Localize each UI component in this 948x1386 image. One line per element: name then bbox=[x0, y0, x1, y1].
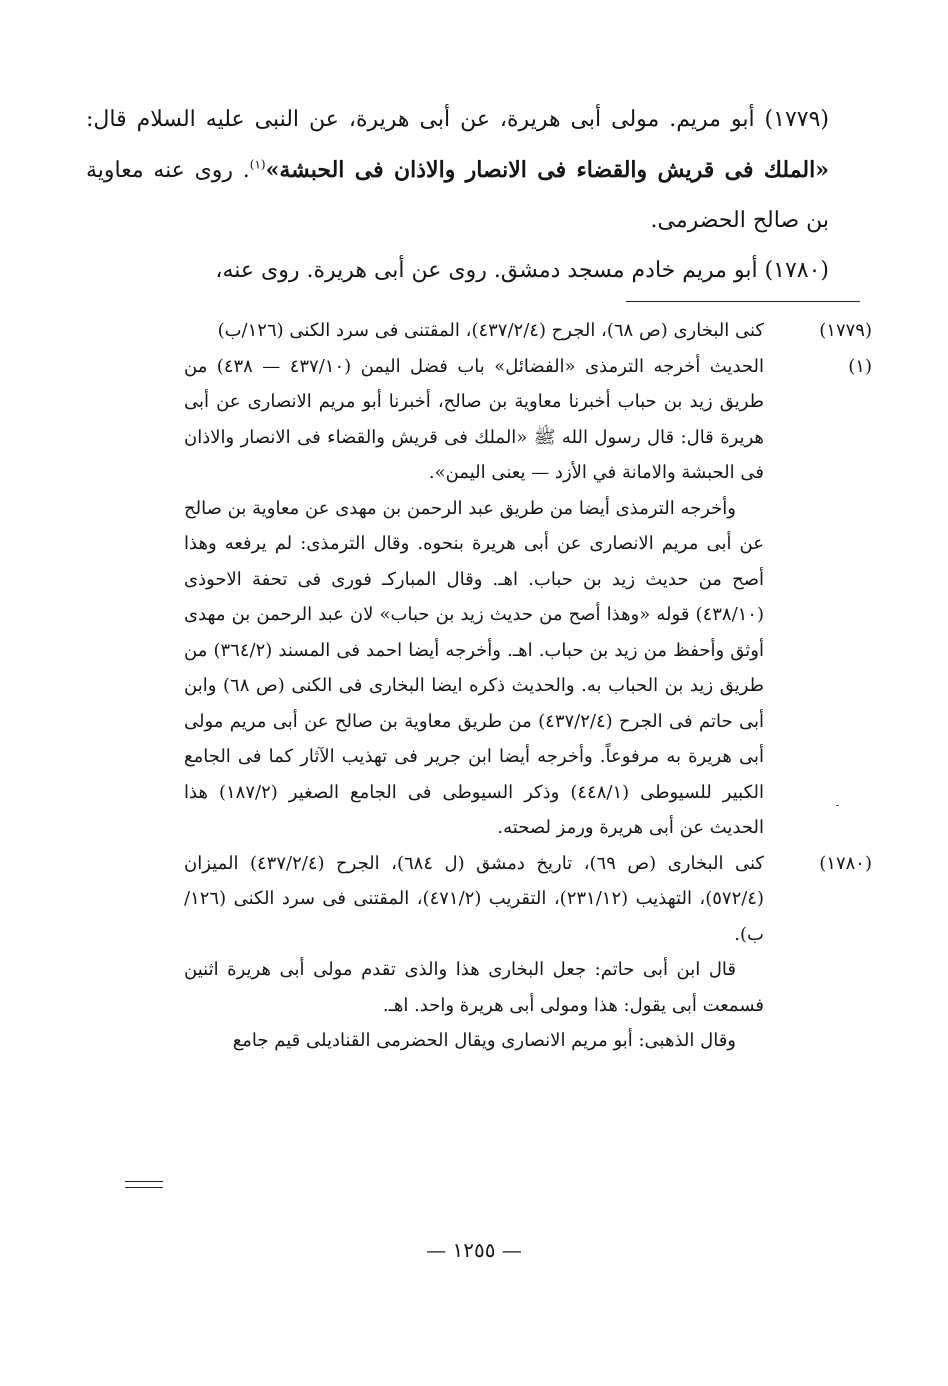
footnote-paragraph: وقال الذهبى: أبو مريم الانصارى ويقال الحضرمى القناديلى قيم جامع bbox=[232, 1030, 736, 1051]
entry-1779-text: (١٧٧٩) أبو مريم. مولى أبى هريرة، عن أبى هريرة، عن النبى عليه السلام قال: bbox=[86, 107, 829, 132]
footnote-paragraph: وأخرجه الترمذى أيضا من طريق عبد الرحمن بن مهدى عن معاوية بن صالح عن أبى مريم الانصارى عن أبى هريرة بنحوه. وقال الترمذى: لم يرفعه وهذا أصح من حديث زيد بن حباب. اهـ. وقال المباركـ فورى فى تحفة الاحوذى (٤٣٨/١٠) قوله «وهذا أصح من حديث زيد بن حباب» لان عبد الرحمن بن مهدى أوثق وأحفظ من زيد بن حباب. اهـ. وأخرجه أيضا احمد فى المسند (٣٦٤/٢) من طريق زيد بن الحباب به. والحديث ذكره ايضا البخارى فى الكنى (ص ٦٨) وابن أبى حاتم فى الجرح (٤٣٧/٢/٤) من طريق معاوية بن صالح عن أبى مريم مولى أبى هريرة به مرفوعاً. وأخرجه أيضا ابن جرير فى تهذيب الآثار كما فى الجامع الكبير للسيوطى (٤٤٨/١) وذكر السيوطى فى الجامع الصغير (١٨٧/٢) هذا الحديث عن أبى هريرة ورمز لصحته. bbox=[184, 497, 765, 838]
continuation-mark bbox=[125, 1181, 163, 1188]
footnote-label: (١) bbox=[848, 355, 872, 377]
footnote-paragraph: كنى البخارى (ص ٦٩)، تاريخ دمشق (ل ٦٨٤)، الجرح (٤٣٧/٢/٤) الميزان (٥٧٢/٤)، التهذيب (٢٣١/١٢)، التقريب (٤٧١/٢)، المقتنى فى سرد الكنى (١٢٦/ب). bbox=[184, 852, 765, 945]
footnote-1780 bbox=[184, 846, 872, 1059]
footnote-ref-1: (١) bbox=[249, 157, 266, 172]
footnotes bbox=[184, 313, 872, 1059]
footnote-label: (١٧٧٩) bbox=[819, 320, 872, 341]
main-text bbox=[86, 95, 863, 296]
footnote-paragraph: كنى البخارى (ص ٦٨)، الجرح (٤٣٧/٢/٤)، المقتنى فى سرد الكنى (١٢٦/ب) bbox=[217, 320, 764, 341]
entry-1779 bbox=[86, 95, 863, 246]
entry-1779-hadith-quote: «الملك فى قريش والقضاء فى الانصار والاذان فى الحبشة» bbox=[265, 157, 829, 183]
page-number: — ١٢٥٥ — bbox=[426, 1238, 522, 1262]
entry-1779-text-end: . روى عنه معاوية بن صالح الحضرمى. bbox=[86, 158, 829, 233]
footnote-label: (١٧٨٠) bbox=[819, 852, 872, 874]
footnote-1779 bbox=[184, 313, 872, 349]
footnote-paragraph: الحديث أخرجه الترمذى «الفضائل» باب فضل اليمن (٤٣٧/١٠ — ٤٣٨) من طريق زيد بن حباب أخبرنا معاوية بن صالح، أخبرنا أبو مريم الانصارى عن أبى هريرة قال: قال رسول الله ﷺ «الملك فى قريش والقضاء فى الانصار والاذان فى الحبشة والامانة في الأزد — يعنى اليمن». bbox=[184, 355, 764, 483]
footnote-paragraph: قال ابن أبى حاتم: جعل البخارى هذا والذى تقدم مولى أبى هريرة اثنين فسمعت أبى يقول: هذا ومولى أبى هريرة واحد. اهـ. bbox=[184, 959, 764, 1016]
footnote-separator bbox=[626, 301, 860, 302]
entry-1780: (١٧٨٠) أبو مريم خادم مسجد دمشق. روى عن أبى هريرة. روى عنه، bbox=[215, 258, 829, 283]
margin-mark bbox=[836, 805, 839, 806]
footnote-1 bbox=[184, 349, 872, 846]
